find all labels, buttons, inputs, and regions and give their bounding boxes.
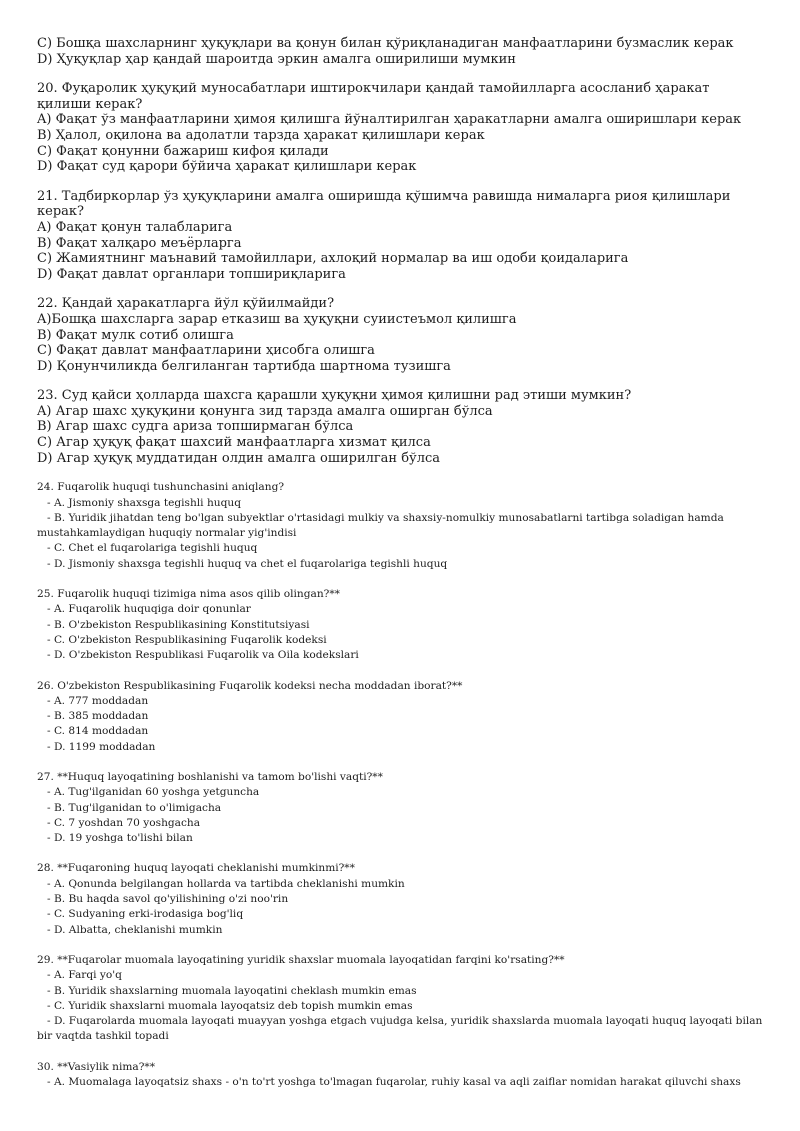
- option-line: - B. Yuridik jihatdan teng bo'lgan subyektlar o'rtasidagi mulkiy va shaxsiy-nomulkiy munosabatlarni tartibga soladigan hamda mustahkamlaydigan huquqiy normalar yig'indisi: [37, 511, 724, 540]
- option-line: - C. 7 yoshdan 70 yoshgacha: [47, 816, 201, 829]
- question-block: [37, 1060, 763, 1091]
- option-line: - B. Tug'ilganidan to o'limigacha: [47, 801, 222, 814]
- option-line: D) Фақат давлат органлари топшириқларига: [37, 266, 346, 282]
- option-line: D) Фақат суд қарори бўйича ҳаракат қилишлари керак: [37, 159, 417, 175]
- question-block: [37, 679, 763, 755]
- option-line: A) Агар шахс ҳуқуқини қонунга зид тарзда амалга оширган бўлса: [37, 403, 493, 419]
- option-line: B) Агар шахс судга ариза топширмаган бўлса: [37, 419, 354, 435]
- option-line: A)Бошқа шахсларга зарар етказиш ва ҳуқуқни суиистеъмол қилишга: [37, 311, 517, 327]
- question-block: [37, 770, 763, 846]
- option-line: D) Ҳуқуқлар ҳар қандай шароитда эркин амалга оширилиши мумкин: [37, 51, 516, 67]
- option-line: C) Фақат қонунни бажариш кифоя қилади: [37, 143, 329, 159]
- option-line: D) Қонунчиликда белгиланган тартибда шартнома тузишга: [37, 358, 451, 374]
- question-block: [37, 480, 763, 572]
- option-line: - D. Fuqarolarda muomala layoqati muayyan yoshga etgach vujudga kelsa, yuridik shaxslarda muomala layoqati huquq layoqati bilan bir vaqtda tashkil topadi: [37, 1015, 763, 1043]
- option-line: B) Ҳалол, оқилона ва адолатли тарзда ҳаракат қилишлари керак: [37, 127, 485, 143]
- option-line: D) Агар ҳуқуқ муддатидан олдин амалга оширилган бўлса: [37, 450, 440, 466]
- document-page: [37, 36, 763, 1105]
- option-line: - C. Yuridik shaxslarni muomala layoqatsiz deb topish mumkin emas: [47, 999, 413, 1012]
- option-line: - A. Tug'ilganidan 60 yoshga yetguncha: [47, 786, 260, 799]
- option-line: - B. 385 moddadan: [47, 710, 149, 723]
- question-text: 24. Fuqarolik huquqi tushunchasini aniqlang?: [37, 481, 285, 494]
- question-block: [37, 296, 763, 374]
- option-line: - C. O'zbekiston Respublikasining Fuqarolik kodeksi: [47, 633, 327, 646]
- option-line: C) Фақат давлат манфаатларини ҳисобга олишга: [37, 343, 375, 359]
- question-block: [37, 587, 763, 663]
- question-block: [37, 861, 763, 937]
- question-text: 25. Fuqarolik huquqi tizimiga nima asos qilib olingan?**: [37, 588, 340, 601]
- option-line: - C. Chet el fuqarolariga tegishli huquq: [47, 542, 258, 555]
- option-line: - D. O'zbekiston Respublikasi Fuqarolik va Oila kodekslari: [47, 649, 359, 662]
- question-block: [37, 388, 763, 466]
- question-text: 23. Суд қайси ҳолларда шахсга қарашли ҳуқуқни ҳимоя қилишни рад этиши мумкин?: [37, 388, 632, 404]
- option-line: - A. Fuqarolik huquqiga doir qonunlar: [47, 603, 251, 616]
- option-line: C) Бошқа шахсларнинг ҳуқуқлари ва қонун билан қўриқланадиган манфаатларини бузмаслик керак: [37, 36, 734, 51]
- question-block: [37, 36, 763, 67]
- option-line: B) Фақат халқаро меъёрларга: [37, 235, 242, 251]
- question-text: 21. Тадбиркорлар ўз ҳуқуқларини амалга оширишда қўшимча равишда нималарга риоя қилишлари керак?: [37, 188, 731, 220]
- question-text: 22. Қандай ҳаракатларга йўл қўйилмайди?: [37, 296, 335, 312]
- option-line: - B. Bu haqda savol qo'yilishining o'zi noo'rin: [47, 893, 289, 906]
- option-line: B) Фақат мулк сотиб олишга: [37, 327, 234, 343]
- option-line: - B. O'zbekiston Respublikasining Konstitutsiyasi: [47, 618, 310, 631]
- option-line: C) Агар ҳуқуқ фақат шахсий манфаатларга хизмат қилса: [37, 435, 431, 451]
- question-block: [37, 189, 763, 283]
- question-block: [37, 81, 763, 175]
- cyrillic-questions: [37, 36, 763, 466]
- option-line: A) Фақат қонун талабларига: [37, 219, 233, 235]
- option-line: - D. Jismoniy shaxsga tegishli huquq va chet el fuqarolariga tegishli huquq: [47, 557, 448, 570]
- question-text: 20. Фуқаролик ҳуқуқий муносабатлари иштирокчилари қандай тамойилларга асосланиб ҳаракат қилиши керак?: [37, 81, 710, 112]
- option-line: - D. Albatta, cheklanishi mumkin: [47, 923, 223, 936]
- option-line: A) Фақат ўз манфаатларини ҳимоя қилишга йўналтирилган ҳаракатларни амалга оширишлари керак: [37, 112, 742, 128]
- latin-questions: [37, 480, 763, 1090]
- question-text: 27. **Huquq layoqatining boshlanishi va tamom bo'lishi vaqti?**: [37, 771, 383, 783]
- option-line: - D. 1199 moddadan: [47, 740, 156, 753]
- option-line: - A. Qonunda belgilangan hollarda va tartibda cheklanishi mumkin: [47, 877, 405, 890]
- question-text: 30. **Vasiylik nima?**: [37, 1060, 156, 1073]
- question-text: 26. O'zbekiston Respublikasining Fuqarolik kodeksi necha moddadan iborat?**: [37, 679, 463, 692]
- option-line: - A. Muomalaga layoqatsiz shaxs - o'n to'rt yoshga to'lmagan fuqarolar, ruhiy kasal va aqli zaiflar nomidan harakat qiluvchi shaxs: [47, 1076, 741, 1089]
- option-line: - B. Yuridik shaxslarning muomala layoqatini cheklash mumkin emas: [47, 984, 417, 997]
- option-line: - A. 777 moddadan: [47, 694, 149, 707]
- option-line: - A. Jismoniy shaxsga tegishli huquq: [47, 496, 241, 509]
- question-text: 29. **Fuqarolar muomala layoqatining yuridik shaxslar muomala layoqatidan farqini ko'rsating?**: [37, 953, 565, 966]
- option-line: - A. Farqi yo'q: [47, 969, 122, 982]
- option-line: - D. 19 yoshga to'lishi bilan: [47, 832, 193, 845]
- option-line: - C. Sudyaning erki-irodasiga bog'liq: [47, 908, 244, 921]
- question-text: 28. **Fuqaroning huquq layoqati cheklanishi mumkinmi?**: [37, 862, 355, 875]
- option-line: - C. 814 moddadan: [47, 725, 149, 738]
- question-block: [37, 953, 763, 1045]
- option-line: C) Жамиятнинг маънавий тамойиллари, ахлоқий нормалар ва иш одоби қоидаларига: [37, 251, 629, 267]
